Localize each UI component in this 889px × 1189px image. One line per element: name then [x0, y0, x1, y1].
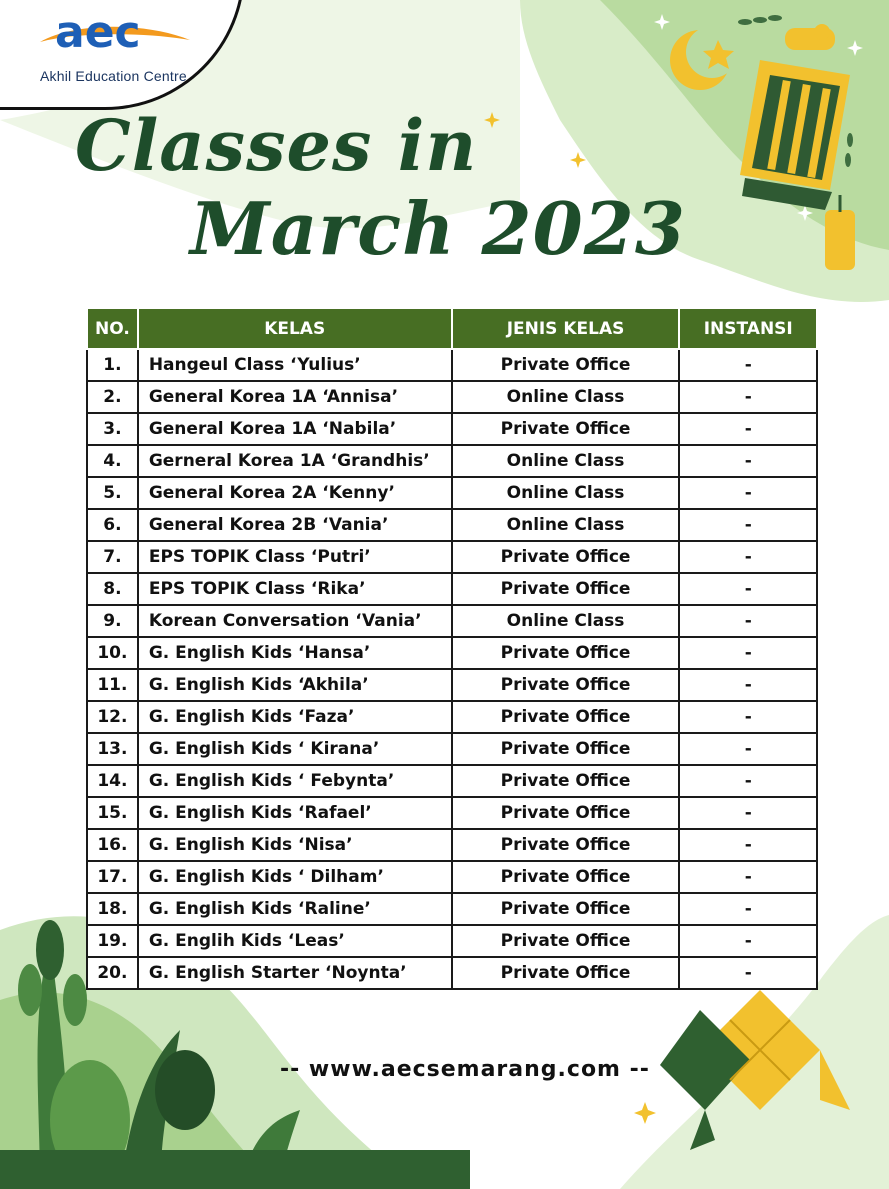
- cell-jenis-kelas: Online Class: [452, 477, 680, 509]
- cell-kelas: General Korea 1A ‘Nabila’: [138, 413, 452, 445]
- cell-instansi: -: [679, 669, 817, 701]
- cell-instansi: -: [679, 413, 817, 445]
- cell-kelas: G. English Kids ‘Rafael’: [138, 797, 452, 829]
- cell-no: 20.: [87, 957, 138, 989]
- page-title-line1: Classes in: [75, 104, 478, 187]
- table-row: [87, 637, 817, 669]
- cell-kelas: G. English Kids ‘Raline’: [138, 893, 452, 925]
- cell-instansi: -: [679, 701, 817, 733]
- cell-instansi: -: [679, 381, 817, 413]
- cell-instansi: -: [679, 541, 817, 573]
- table-row: [87, 573, 817, 605]
- cell-no: 3.: [87, 413, 138, 445]
- cell-no: 2.: [87, 381, 138, 413]
- cell-jenis-kelas: Online Class: [452, 605, 680, 637]
- table-row: [87, 925, 817, 957]
- cell-jenis-kelas: Private Office: [452, 669, 680, 701]
- table-row: [87, 733, 817, 765]
- cell-kelas: Gerneral Korea 1A ‘Grandhis’: [138, 445, 452, 477]
- cell-no: 13.: [87, 733, 138, 765]
- logo-text: aec: [55, 7, 141, 58]
- cell-kelas: Korean Conversation ‘Vania’: [138, 605, 452, 637]
- cell-instansi: -: [679, 925, 817, 957]
- cell-jenis-kelas: Private Office: [452, 413, 680, 445]
- cell-jenis-kelas: Private Office: [452, 701, 680, 733]
- header-instansi: INSTANSI: [679, 308, 817, 349]
- cell-instansi: -: [679, 573, 817, 605]
- aec-logo-icon: [35, 2, 195, 64]
- table-row: [87, 669, 817, 701]
- cell-kelas: General Korea 1A ‘Annisa’: [138, 381, 452, 413]
- cell-kelas: G. English Kids ‘Hansa’: [138, 637, 452, 669]
- cell-no: 6.: [87, 509, 138, 541]
- cell-jenis-kelas: Private Office: [452, 925, 680, 957]
- table-row: [87, 893, 817, 925]
- table-row: [87, 509, 817, 541]
- table-row: [87, 381, 817, 413]
- cell-jenis-kelas: Private Office: [452, 829, 680, 861]
- page-title-line2: March 2023: [190, 186, 686, 271]
- cell-instansi: -: [679, 733, 817, 765]
- cell-jenis-kelas: Private Office: [452, 573, 680, 605]
- cell-kelas: G. English Kids ‘Akhila’: [138, 669, 452, 701]
- cell-instansi: -: [679, 477, 817, 509]
- table-row: [87, 861, 817, 893]
- cell-jenis-kelas: Private Office: [452, 957, 680, 989]
- cell-jenis-kelas: Online Class: [452, 381, 680, 413]
- cell-kelas: G. Englih Kids ‘Leas’: [138, 925, 452, 957]
- cell-kelas: Hangeul Class ‘Yulius’: [138, 349, 452, 381]
- cell-instansi: -: [679, 445, 817, 477]
- cell-jenis-kelas: Online Class: [452, 509, 680, 541]
- cell-jenis-kelas: Private Office: [452, 765, 680, 797]
- cell-no: 11.: [87, 669, 138, 701]
- cell-instansi: -: [679, 893, 817, 925]
- cell-jenis-kelas: Private Office: [452, 349, 680, 381]
- cell-no: 15.: [87, 797, 138, 829]
- table-row: [87, 957, 817, 989]
- table-row: [87, 445, 817, 477]
- cell-kelas: G. English Kids ‘Faza’: [138, 701, 452, 733]
- table-row: [87, 477, 817, 509]
- website-url: -- www.aecsemarang.com --: [280, 1057, 650, 1082]
- table-row: [87, 765, 817, 797]
- cell-no: 17.: [87, 861, 138, 893]
- cell-jenis-kelas: Private Office: [452, 797, 680, 829]
- cell-kelas: G. English Kids ‘ Kirana’: [138, 733, 452, 765]
- cell-instansi: -: [679, 605, 817, 637]
- cell-no: 5.: [87, 477, 138, 509]
- cell-kelas: G. English Kids ‘ Febynta’: [138, 765, 452, 797]
- classes-table: [86, 307, 818, 990]
- cell-jenis-kelas: Private Office: [452, 541, 680, 573]
- cell-instansi: -: [679, 509, 817, 541]
- cell-kelas: G. English Starter ‘Noynta’: [138, 957, 452, 989]
- cell-instansi: -: [679, 765, 817, 797]
- cell-no: 4.: [87, 445, 138, 477]
- header-no: NO.: [87, 308, 138, 349]
- cell-kelas: EPS TOPIK Class ‘Putri’: [138, 541, 452, 573]
- cell-instansi: -: [679, 637, 817, 669]
- table-row: [87, 349, 817, 381]
- cell-no: 7.: [87, 541, 138, 573]
- cell-kelas: EPS TOPIK Class ‘Rika’: [138, 573, 452, 605]
- cell-instansi: -: [679, 349, 817, 381]
- header-kelas: KELAS: [138, 308, 452, 349]
- cell-no: 19.: [87, 925, 138, 957]
- cell-no: 18.: [87, 893, 138, 925]
- cell-instansi: -: [679, 957, 817, 989]
- cell-jenis-kelas: Online Class: [452, 445, 680, 477]
- cell-no: 9.: [87, 605, 138, 637]
- cell-kelas: General Korea 2B ‘Vania’: [138, 509, 452, 541]
- brand-name: Akhil Education Centre: [40, 68, 187, 84]
- cell-kelas: G. English Kids ‘Nisa’: [138, 829, 452, 861]
- table-row: [87, 797, 817, 829]
- cell-jenis-kelas: Private Office: [452, 637, 680, 669]
- cell-instansi: -: [679, 861, 817, 893]
- table-header-row: [87, 308, 817, 349]
- table-row: [87, 541, 817, 573]
- table-row: [87, 701, 817, 733]
- table-body: [87, 349, 817, 989]
- cell-no: 16.: [87, 829, 138, 861]
- cell-instansi: -: [679, 797, 817, 829]
- table-row: [87, 829, 817, 861]
- table-row: [87, 605, 817, 637]
- cell-no: 10.: [87, 637, 138, 669]
- header-jenis-kelas: JENIS KELAS: [452, 308, 680, 349]
- cell-no: 8.: [87, 573, 138, 605]
- table-row: [87, 413, 817, 445]
- cell-no: 14.: [87, 765, 138, 797]
- cell-jenis-kelas: Private Office: [452, 733, 680, 765]
- cell-jenis-kelas: Private Office: [452, 893, 680, 925]
- cell-no: 1.: [87, 349, 138, 381]
- cell-kelas: G. English Kids ‘ Dilham’: [138, 861, 452, 893]
- cell-no: 12.: [87, 701, 138, 733]
- cell-kelas: General Korea 2A ‘Kenny’: [138, 477, 452, 509]
- cell-instansi: -: [679, 829, 817, 861]
- cell-jenis-kelas: Private Office: [452, 861, 680, 893]
